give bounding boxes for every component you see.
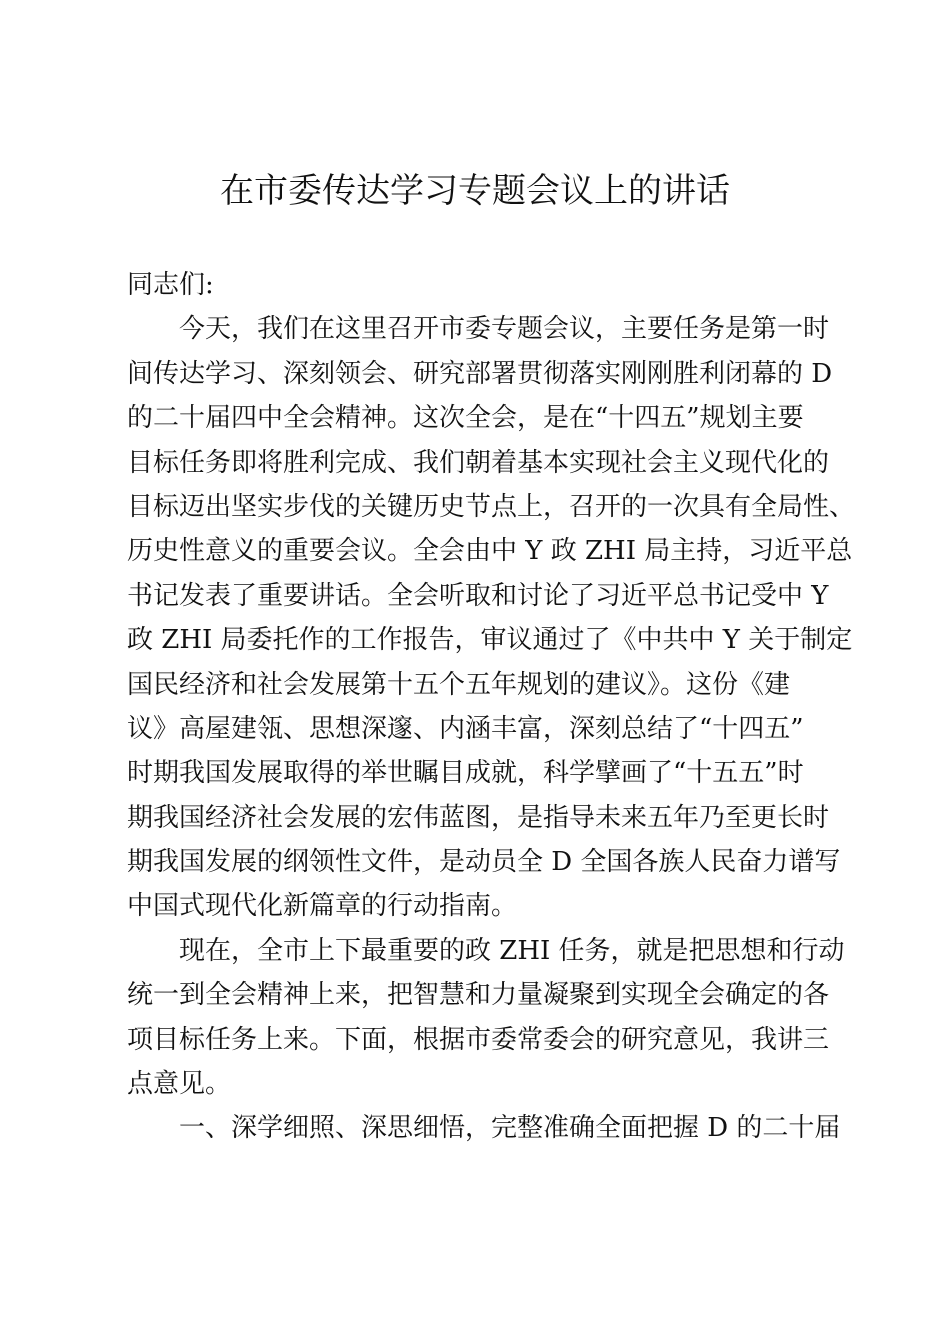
paragraph-2-line: 现在，全市上下最重要的政 ZHI 任务，就是把思想和行动 [179,935,845,966]
paragraph-2-line: 统一到全会精神上来，把智慧和力量凝聚到实现全会确定的各 [127,980,830,1011]
paragraph-1-line: 议》高屋建瓴、思想深邃、内涵丰富，深刻总结了“十四五” [127,713,804,744]
paragraph-1-line: 目标迈出坚实步伐的关键历史节点上，召开的一次具有全局性、 [127,491,856,522]
paragraph-1-line: 时期我国发展取得的举世瞩目成就，科学擘画了“十五五”时 [127,758,804,789]
document-body [127,263,856,1151]
paragraph-1-line: 中国式现代化新篇章的行动指南。 [127,891,518,922]
paragraph-1-line: 书记发表了重要讲话。全会听取和讨论了习近平总书记受中 Y [127,580,829,611]
paragraph-1-line: 政 ZHI 局委托作的工作报告，审议通过了《中共中 Y 关于制定 [127,625,853,656]
paragraph-1-line: 期我国发展的纲领性文件，是动员全 D 全国各族人民奋力谱写 [127,847,841,878]
paragraph-1-line: 间传达学习、深刻领会、研究部署贯彻落实刚刚胜利闭幕的 D [127,358,833,389]
section-heading: 一、深学细照、深思细悟，完整准确全面把握 D 的二十届 [179,1113,841,1144]
paragraph-1-line: 国民经济和社会发展第十五个五年规划的建议》。这份《建 [127,669,791,700]
document-title: 在市委传达学习专题会议上的讲话 [220,171,730,211]
paragraph-1-line: 历史性意义的重要会议。全会由中 Y 政 ZHI 局主持，习近平总 [127,536,853,567]
salutation: 同志们: [127,270,214,300]
paragraph-1-line: 今天，我们在这里召开市委专题会议，主要任务是第一时 [179,314,830,345]
paragraph-2-line: 项目标任务上来。下面，根据市委常委会的研究意见，我讲三 [127,1024,830,1055]
paragraph-2-line: 点意见。 [127,1069,232,1100]
paragraph-1-line: 的二十届四中全会精神。这次全会，是在“十四五”规划主要 [127,403,804,434]
paragraph-1-line: 期我国经济社会发展的宏伟蓝图，是指导未来五年乃至更长时 [127,802,830,833]
paragraph-1-line: 目标任务即将胜利完成、我们朝着基本实现社会主义现代化的 [127,447,830,478]
